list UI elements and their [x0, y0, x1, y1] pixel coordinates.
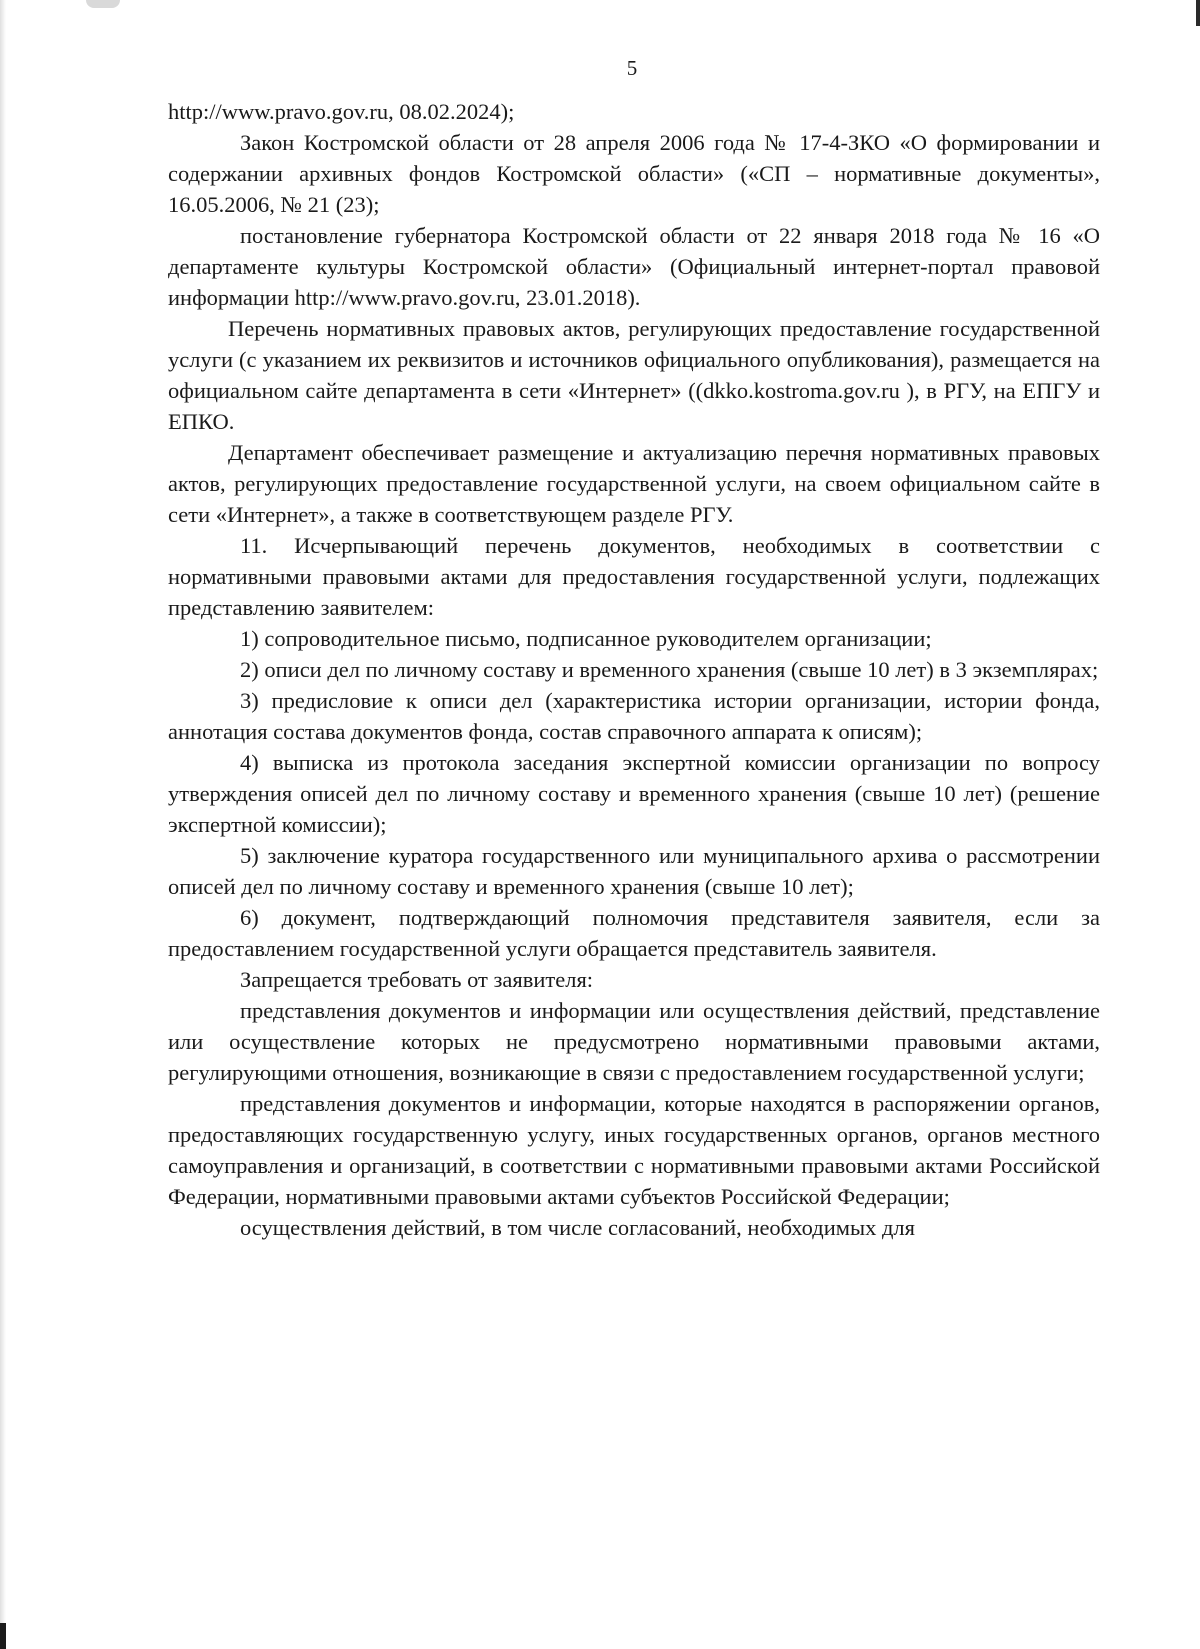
- scan-edge-shadow: [0, 0, 6, 1649]
- scan-artifact-right: [1196, 0, 1200, 26]
- page-number: 5: [626, 56, 638, 80]
- paragraph-department-updates: Департамент обеспечивает размещение и актуализацию перечня нормативных правовых актов, регулирующих предоставление государственной услуги, на своем официальном сайте в сети «Интернет», а также в соответствующем разделе РГУ.: [168, 440, 1100, 527]
- list-item-5: 5) заключение куратора государственного или муниципального архива о рассмотрении описей дел по личному составу и временного хранения (свыше 10 лет);: [168, 843, 1100, 899]
- paragraph-prohibition-1: представления документов и информации или осуществления действий, представление или осуществление которых не предусмотрено нормативными правовыми актами, регулирующими отношения, возникающие в связи с предоставлением государственной услуги;: [168, 998, 1100, 1085]
- paragraph-law-archives: Закон Костромской области от 28 апреля 2006 года № 17-4-ЗКО «О формировании и содержании архивных фондов Костромской области» («СП – нормативные документы», 16.05.2006, № 21 (23);: [168, 130, 1100, 217]
- paragraph-prohibition-2: представления документов и информации, которые находятся в распоряжении органов, предоставляющих государственную услугу, иных государственных органов, органов местного самоуправления и организаций, в соответствии с нормативными правовыми актами Российской Федерации, нормативными правовыми актами субъектов Российской Федерации;: [168, 1091, 1100, 1209]
- paragraph-acts-list: Перечень нормативных правовых актов, регулирующих предоставление государственной услуги (с указанием их реквизитов и источников официального опубликования), размещается на официальном сайте департамента в сети «Интернет» ((dkko.kostroma.gov.ru ), в РГУ, на ЕПГУ и ЕПКО.: [168, 316, 1100, 434]
- paragraph-prohibition-3: осуществления действий, в том числе согласований, необходимых для: [240, 1215, 916, 1240]
- paragraph-item-11: 11. Исчерпывающий перечень документов, необходимых в соответствии с нормативными правовыми актами для предоставления государственной услуги, подлежащих представлению заявителем:: [168, 533, 1100, 620]
- list-item-6: 6) документ, подтверждающий полномочия представителя заявителя, если за предоставлением государственной услуги обращается представитель заявителя.: [168, 905, 1100, 961]
- document-body: [168, 96, 1100, 1243]
- scan-artifact-bottom: [0, 1623, 6, 1649]
- list-item-1: 1) сопроводительное письмо, подписанное руководителем организации;: [240, 626, 932, 651]
- scan-artifact-top: [86, 0, 120, 8]
- paragraph-governor-resolution: постановление губернатора Костромской области от 22 января 2018 года № 16 «О департаменте культуры Костромской области» (Официальный интернет-портал правовой информации http://www.pravo.gov.ru, 23.01.2018).: [168, 223, 1100, 310]
- list-item-2: 2) описи дел по личному составу и временного хранения (свыше 10 лет) в 3 экземплярах;: [240, 657, 1099, 682]
- list-item-4: 4) выписка из протокола заседания экспертной комиссии организации по вопросу утверждения описей дел по личному составу и временного хранения (свыше 10 лет) (решение экспертной комиссии);: [168, 750, 1100, 837]
- paragraph-source-continuation: http://www.pravo.gov.ru, 08.02.2024);: [168, 99, 515, 124]
- list-item-3: 3) предисловие к описи дел (характеристика истории организации, истории фонда, аннотация состава документов фонда, состав справочного аппарата к описям);: [168, 688, 1100, 744]
- paragraph-prohibition-heading: Запрещается требовать от заявителя:: [240, 967, 594, 992]
